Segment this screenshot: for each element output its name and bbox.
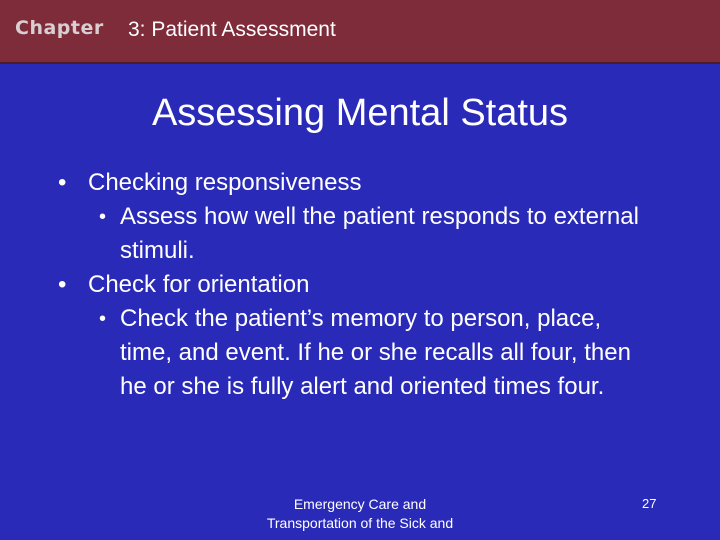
page-number: 27 [642, 496, 657, 511]
footer-line-2: Transportation of the Sick and [266, 515, 454, 531]
bullet-dot-icon: • [99, 206, 107, 228]
footer-line-1: Emergency Care and [293, 496, 427, 512]
chapter-title: 3: Patient Assessment [128, 18, 336, 41]
bullet-item [0, 166, 648, 200]
sub-bullet-text: Assess how well the patient responds to external stimuli. [120, 203, 639, 264]
sub-bullet-text: Check the patient’s memory to person, place, time, and event. If he or she recalls all four, then he or she is fully alert and oriented times four. [120, 305, 631, 400]
bullet-dot-icon: • [99, 308, 107, 330]
bullet-text: Checking responsiveness [88, 169, 362, 196]
bullet-dot-icon: • [58, 271, 67, 298]
bullet-dot-icon: • [58, 169, 67, 196]
sub-bullet-item [0, 302, 640, 404]
slide-title: Assessing Mental Status [151, 92, 569, 134]
bullet-text: Check for orientation [88, 271, 310, 298]
sub-bullet-item [0, 200, 640, 268]
bullet-item [0, 268, 648, 302]
footer-source [240, 495, 480, 533]
header-bar [0, 0, 720, 64]
chapter-label: Chapter [15, 17, 104, 39]
bullet-list [0, 166, 720, 404]
